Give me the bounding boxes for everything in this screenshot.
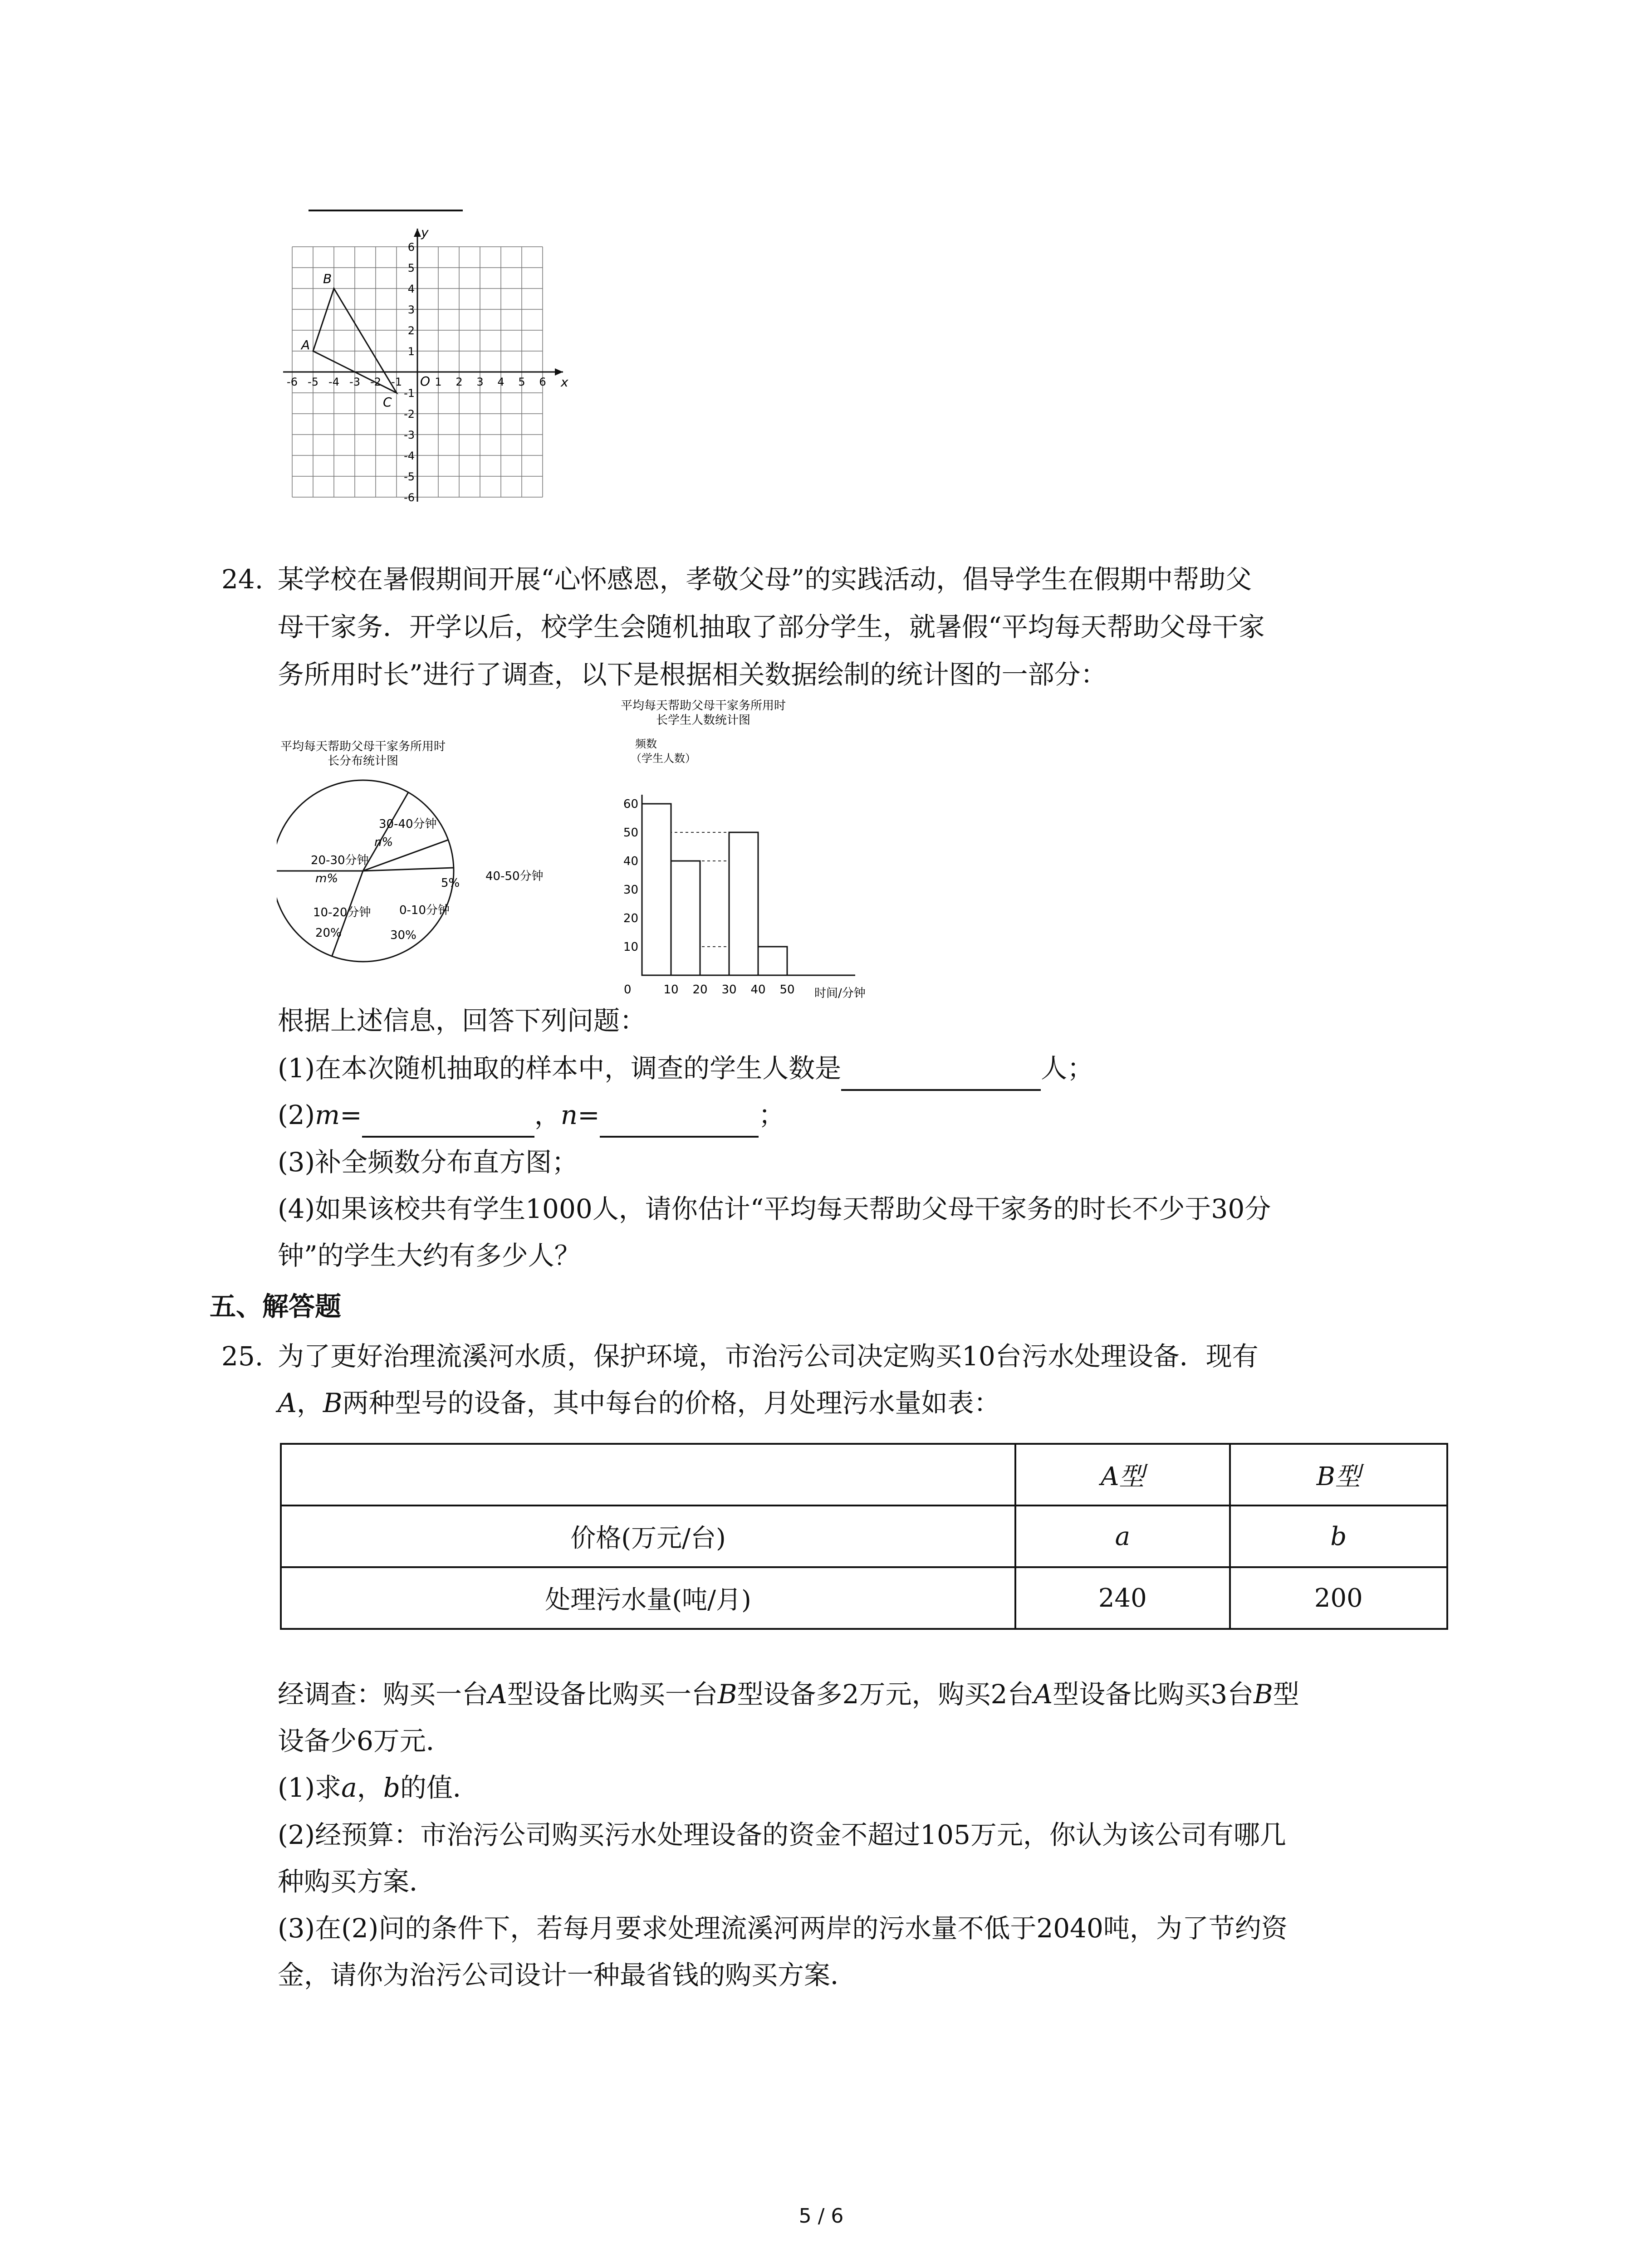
histogram-bar xyxy=(758,947,787,975)
var: B xyxy=(717,1679,737,1710)
type-b-label: B xyxy=(323,1388,343,1418)
q24-part1-unit: 人； xyxy=(1041,1053,1094,1084)
pie-slice-label: 0-10分钟 xyxy=(399,904,450,917)
pie-title-line1: 平均每天帮助父母干家务所用时 xyxy=(280,740,446,753)
x-tick-label: 6 xyxy=(539,376,546,388)
q25-part2-line1: (2)经预算：市治污公司购买污水处理设备的资金不超过105万元，你认为该公司有哪几 xyxy=(278,1819,1286,1850)
coordinate-grid xyxy=(254,200,599,526)
histogram-chart xyxy=(585,699,930,1009)
y-axis-label: 频数 xyxy=(635,738,657,750)
eq-sign: = xyxy=(340,1100,362,1130)
histogram-bar xyxy=(671,861,700,975)
q24-intro: 根据上述信息，回答下列问题： xyxy=(278,1005,647,1036)
histogram-svg xyxy=(585,699,930,1007)
q25-part3-line2: 金，请你为治污公司设计一种最省钱的购买方案． xyxy=(278,1960,857,1990)
equipment-table xyxy=(280,1443,1448,1630)
y-tick-label: 6 xyxy=(407,241,415,254)
y-tick-label: -6 xyxy=(404,491,415,504)
q24-part3: (3)补全频数分布直方图； xyxy=(278,1147,578,1178)
q25-survey-line2: 设备少6万元． xyxy=(278,1725,452,1756)
pie-slice-value: n% xyxy=(374,836,393,849)
text: 型设备比购买一台 xyxy=(507,1679,718,1710)
y-tick-label: 40 xyxy=(623,855,638,868)
x-tick-label: -2 xyxy=(370,376,381,388)
table-cell: 240 xyxy=(1015,1567,1230,1629)
x-tick-label: -6 xyxy=(287,376,298,388)
eq-sign: = xyxy=(578,1100,600,1130)
x-tick-label: -3 xyxy=(349,376,360,388)
text: 型设备多2万元，购买2台 xyxy=(737,1679,1034,1710)
bar-title-line2: 长学生人数统计图 xyxy=(656,714,751,727)
x-tick-label: -1 xyxy=(391,376,402,388)
x-axis-label: 时间/分钟 xyxy=(814,987,866,1000)
x-tick-label: 50 xyxy=(779,983,795,997)
text: 型 xyxy=(1273,1679,1299,1710)
y-tick-label: -2 xyxy=(404,408,415,420)
pie-slice-label: 20-30分钟 xyxy=(311,854,369,867)
var: A xyxy=(488,1679,507,1710)
y-axis-label: y xyxy=(421,225,429,240)
table-row xyxy=(281,1505,1447,1567)
pie-slice-label: 10-20分钟 xyxy=(313,906,371,919)
q25-number: 25. xyxy=(221,1341,264,1372)
y-tick-label: -5 xyxy=(404,470,415,483)
text: 型设备比购买3台 xyxy=(1053,1679,1254,1710)
x-tick-label: -5 xyxy=(308,376,318,388)
section-heading: 五、解答题 xyxy=(210,1291,342,1322)
pie-title-line2: 长分布统计图 xyxy=(327,754,399,768)
x-tick-label: 5 xyxy=(518,376,525,388)
y-tick-label: 3 xyxy=(407,303,415,316)
q24-part2 xyxy=(278,1092,785,1138)
q25-part2-line2: 种购买方案． xyxy=(278,1866,436,1897)
table-header-cell: A型 xyxy=(1015,1444,1230,1505)
y-tick-label: 2 xyxy=(407,324,415,337)
var: B xyxy=(1254,1679,1273,1710)
q24-number: 24. xyxy=(221,564,264,595)
table-row xyxy=(281,1567,1447,1629)
q25-part1 xyxy=(278,1765,479,1810)
text: 经调查：购买一台 xyxy=(278,1679,489,1710)
q24-line2: 母干家务．开学以后，校学生会随机抽取了部分学生，就暑假“平均每天帮助父母干家 xyxy=(278,611,1265,642)
var: A xyxy=(1034,1679,1053,1710)
q25-survey-line1 xyxy=(278,1672,1299,1717)
y-tick-label: 20 xyxy=(623,912,638,925)
q25-line1: 为了更好治理流溪河水质，保护环境，市治污公司决定购买10台污水处理设备．现有 xyxy=(278,1341,1259,1372)
histogram-bar xyxy=(642,804,671,975)
q24-line1: 某学校在暑假期间开展“心怀感恩，孝敬父母”的实践活动，倡导学生在假期中帮助父 xyxy=(278,564,1252,595)
q25-part3-line1: (3)在(2)问的条件下，若每月要求处理流溪河两岸的污水量不低于2040吨，为了节约资 xyxy=(278,1913,1288,1944)
y-tick-label: 5 xyxy=(407,262,415,274)
table-cell-label: 价格(万元/台) xyxy=(281,1505,1015,1567)
pie-slice-label: 40-50分钟 xyxy=(485,870,544,883)
y-tick-label: 60 xyxy=(623,797,638,811)
pie-slice-label: 30-40分钟 xyxy=(379,817,437,831)
x-tick-label: 2 xyxy=(456,376,463,388)
pie-chart-svg xyxy=(277,735,576,989)
type-a-label: A xyxy=(278,1388,297,1418)
q24-answer-blank-1[interactable] xyxy=(841,1061,1041,1091)
pie-slice-value: 20% xyxy=(315,926,342,940)
text: 的值． xyxy=(400,1772,479,1803)
pie-chart xyxy=(277,735,576,991)
x-tick-label: 30 xyxy=(721,983,737,997)
q24-part4-line1: (4)如果该校共有学生1000人，请你估计“平均每天帮助父母干家务的时长不少于30分 xyxy=(278,1193,1271,1224)
x-tick-label: 40 xyxy=(750,983,766,997)
q25-line2-rest: 两种型号的设备，其中每台的价格，月处理污水量如表： xyxy=(342,1388,1000,1418)
y-tick-label: 30 xyxy=(623,883,638,897)
page-number: 5 / 6 xyxy=(798,2204,844,2228)
text: (1)求 xyxy=(278,1772,342,1803)
x-tick-label: 20 xyxy=(692,983,708,997)
y-tick-label: -3 xyxy=(404,429,415,441)
separator: ， xyxy=(534,1100,561,1130)
y-tick-label: 4 xyxy=(407,283,415,295)
table-cell-label: 处理污水量(吨/月) xyxy=(281,1567,1015,1629)
histogram-bar xyxy=(729,832,758,975)
var-a: a xyxy=(341,1772,357,1803)
table-cell: b xyxy=(1230,1505,1447,1567)
x-tick-label: 3 xyxy=(476,376,484,388)
q24-part1-text: (1)在本次随机抽取的样本中，调查的学生人数是 xyxy=(278,1053,842,1084)
table-header-row xyxy=(281,1444,1447,1505)
y-tick-label: -4 xyxy=(404,450,415,462)
var-b: b xyxy=(383,1772,400,1803)
table-cell: 200 xyxy=(1230,1567,1447,1629)
y-tick-label: 1 xyxy=(407,345,415,358)
separator: ， xyxy=(296,1388,323,1418)
y-tick-label: -1 xyxy=(404,387,415,400)
n-answer-blank[interactable] xyxy=(600,1108,759,1138)
y-axis-arrow xyxy=(414,229,421,237)
q24-part4-line2: 钟”的学生大约有多少人？ xyxy=(278,1240,581,1271)
x-axis-label: x xyxy=(561,375,568,390)
var-n: n xyxy=(560,1100,578,1130)
x-tick-label: 10 xyxy=(663,983,679,997)
x-tick-label: 1 xyxy=(435,376,442,388)
x-tick-label: -4 xyxy=(328,376,339,388)
q24-part2-label: (2) xyxy=(278,1100,315,1130)
x-tick-label: 4 xyxy=(497,376,505,388)
m-answer-blank[interactable] xyxy=(362,1108,534,1138)
x-tick-label: 0 xyxy=(624,983,632,997)
origin-label: O xyxy=(420,374,431,389)
point-label-c: C xyxy=(383,395,392,410)
y-axis-label: （学生人数） xyxy=(631,752,696,765)
q24-part1 xyxy=(278,1046,1093,1091)
q24-line3: 务所用时长”进行了调查，以下是根据相关数据绘制的统计图的一部分： xyxy=(278,659,1107,690)
coordinate-figure xyxy=(254,200,599,528)
pie-slice-value: 5% xyxy=(441,876,460,890)
pie-slice-value: m% xyxy=(315,872,338,885)
y-tick-label: 10 xyxy=(623,940,638,954)
separator: ， xyxy=(357,1772,383,1803)
y-tick-label: 50 xyxy=(623,826,638,840)
q25-line2 xyxy=(278,1380,1000,1426)
bar-title-line1: 平均每天帮助父母干家务所用时 xyxy=(620,699,786,713)
pie-slice-value: 30% xyxy=(390,929,416,942)
table-header-cell: B型 xyxy=(1230,1444,1447,1505)
table-header-cell xyxy=(281,1444,1015,1505)
point-label-a: A xyxy=(301,337,310,352)
table-cell: a xyxy=(1015,1505,1230,1567)
var-m: m xyxy=(315,1100,340,1130)
point-label-b: B xyxy=(323,271,332,286)
semicolon: ； xyxy=(758,1100,785,1130)
